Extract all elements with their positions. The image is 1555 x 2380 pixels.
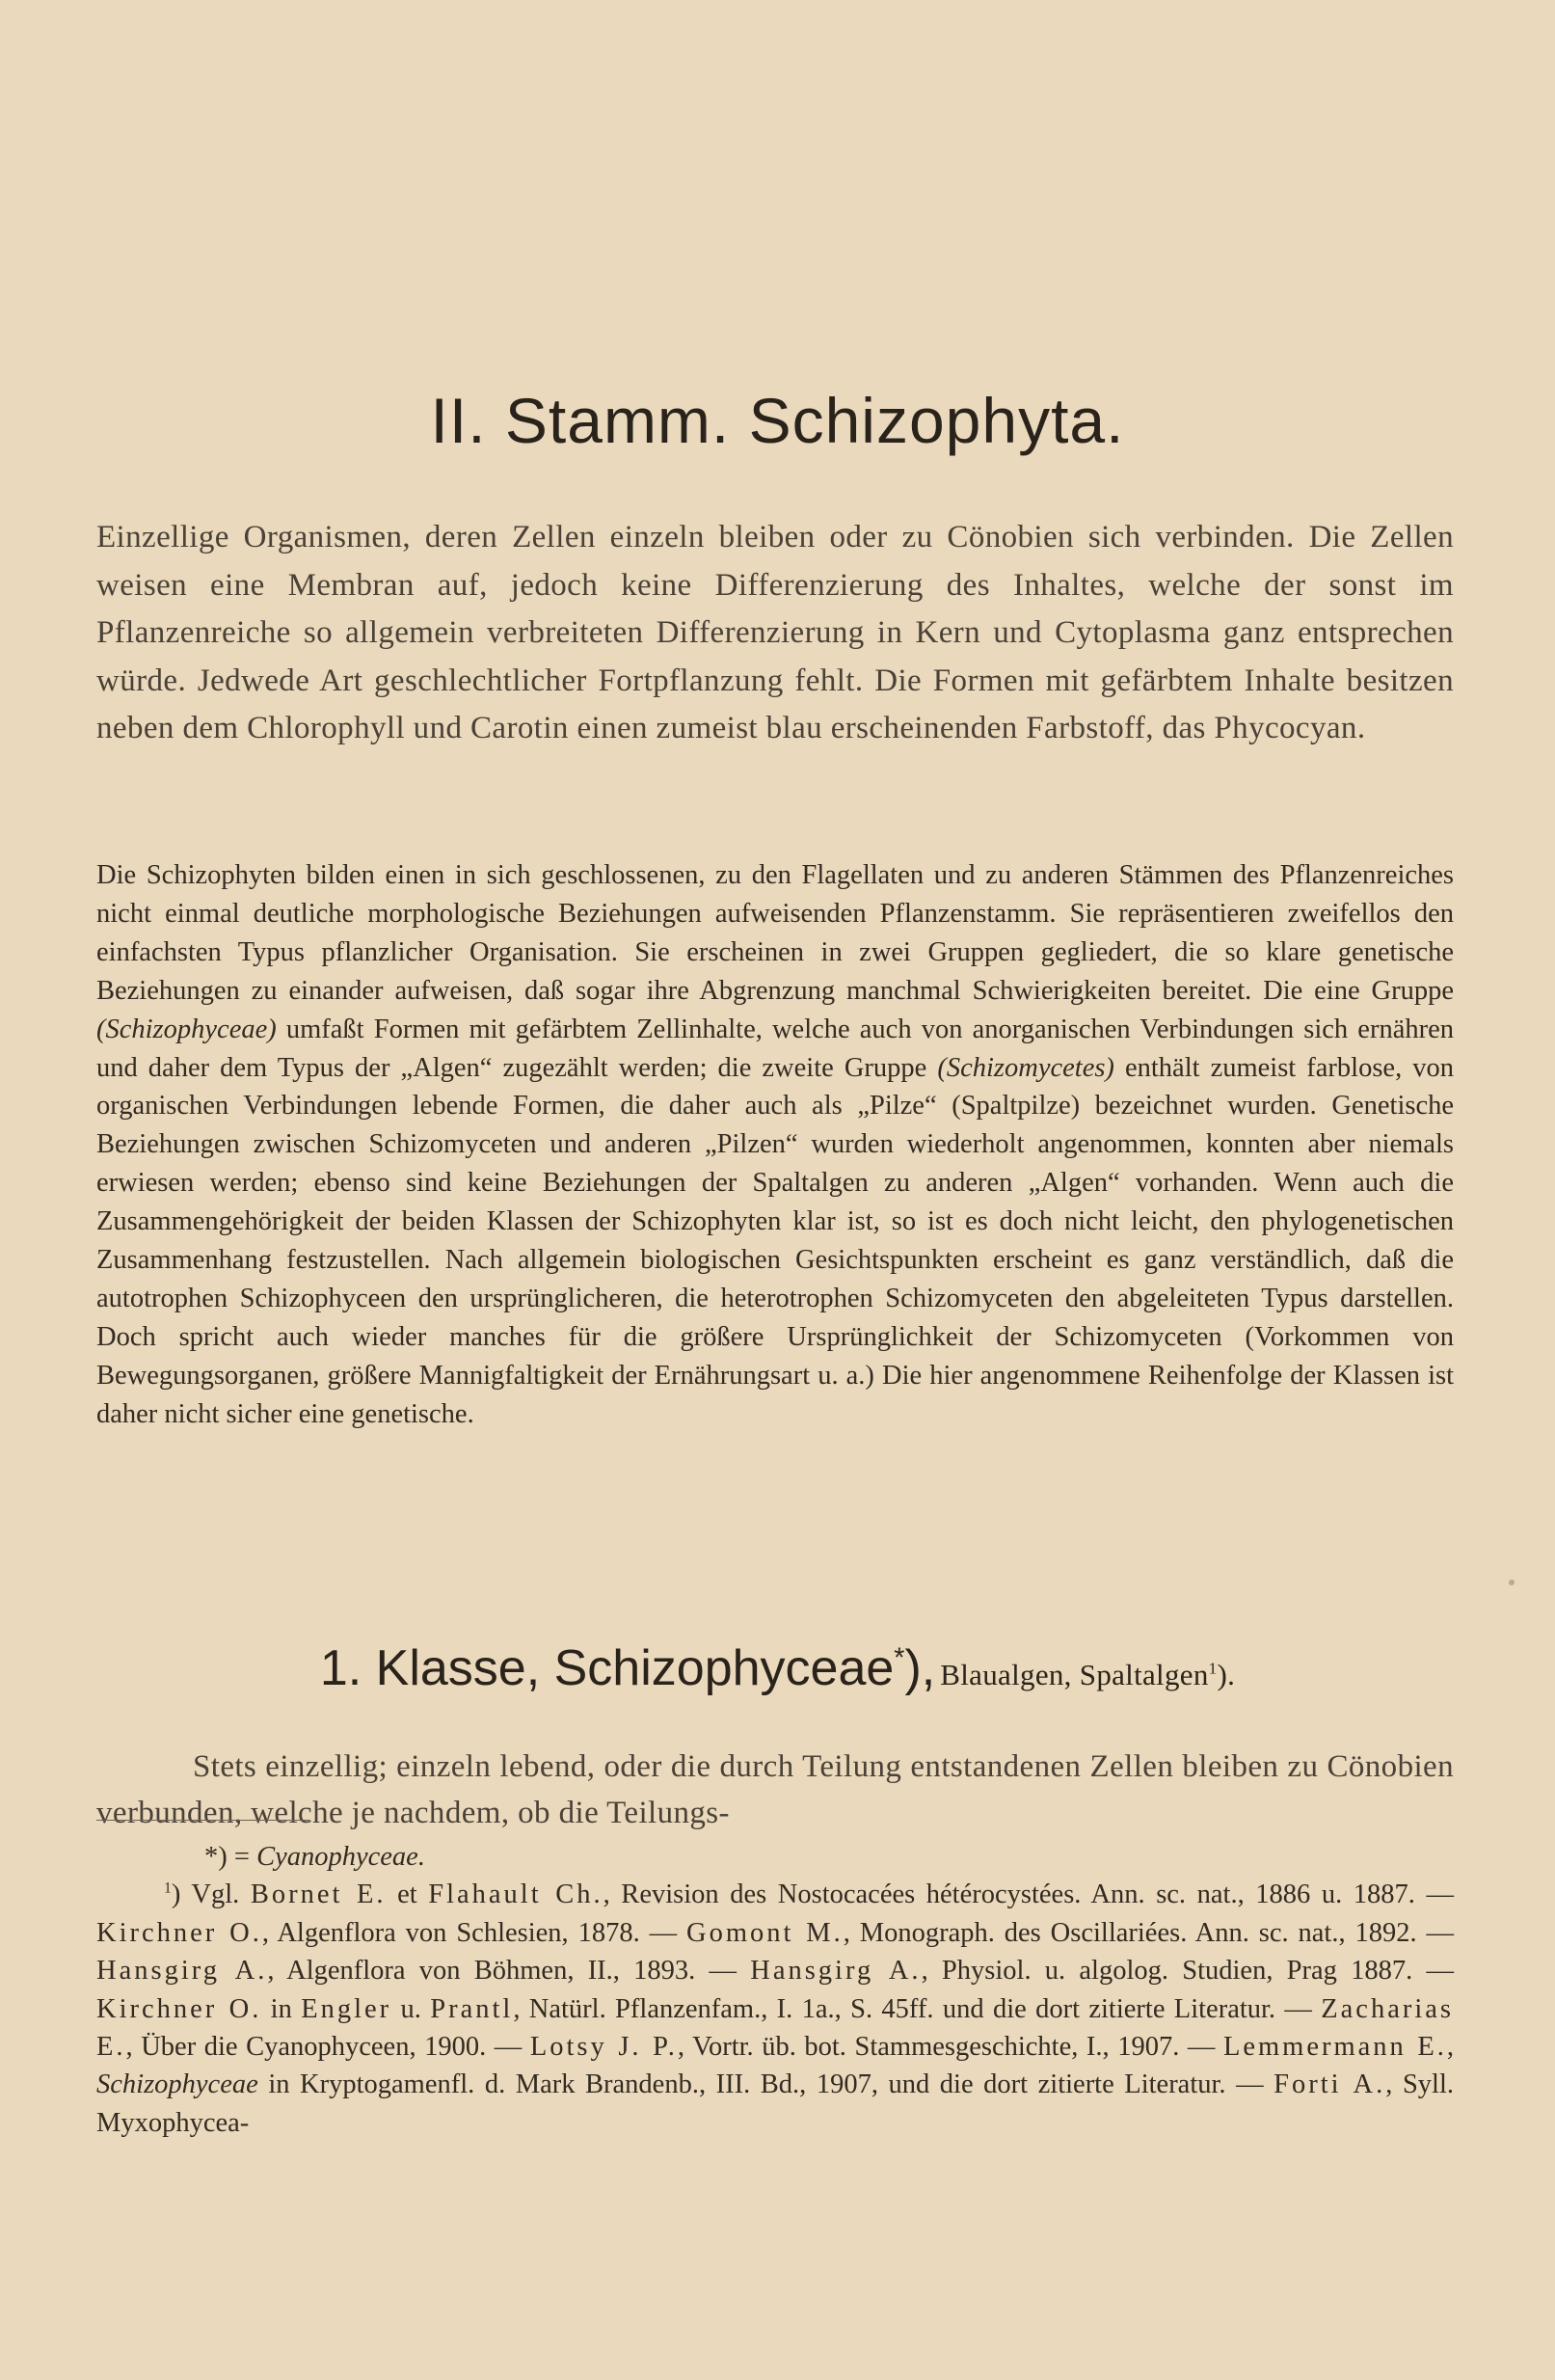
fn-text-10: , Über die Cyanophyceen, 1900. — (125, 2032, 530, 2063)
class-heading-name: 1. Klasse, Schizophyceae (319, 1640, 895, 1696)
author-forti: Forti A. (1273, 2069, 1386, 2100)
fn-text-9: , Natürl. Pflanzenfam., I. 1a., S. 45ff. und die dort zitierte Literatur. — (513, 1993, 1322, 2024)
footnote-star-close: ) = (218, 1842, 257, 1872)
fn-text-11: , Vortr. üb. bot. Stammesgeschichte, I., 1907. — (677, 2032, 1223, 2063)
footnotes (96, 1838, 1454, 2142)
class-heading-main (320, 1640, 935, 1696)
body-text-part-1: Die Schizophyten bilden einen in sich geschlossenen, zu den Flagellaten und zu anderen Stämmen des Pflanzenreiches nicht einmal deutliche morphologische Beziehungen aufweisenden Pflanzenstamm. Sie repräsentieren zweifellos den einfachsten Typus pflanzlicher Organisation. Sie erscheinen in zwei Gruppen gegliedert, die so klare genetische Beziehungen zu einander aufweisen, daß sogar ihre Abgrenzung manchmal Schwierigkeiten bereitet. Die eine Gruppe (96, 860, 1454, 1006)
intro-text: Einzellige Organismen, deren Zellen einzeln bleiben oder zu Cönobien sich verbinden. Die Zellen weisen eine Membran auf, jedoch keine Differenzierung des Inhaltes, welche der sonst im Pflanzenreiche so allgemein verbreiteten Differenzierung in Kern und Cytoplasma ganz entsprechen würde. Jedwede Art geschlechtlicher Fortpflanzung fehlt. Die Formen mit gefärbtem Inhalte besitzen neben dem Chlorophyll und Carotin einen zumeist blau erscheinenden Farbstoff, das Phycocyan. (96, 520, 1454, 745)
footnote-rule (96, 1820, 310, 1821)
footnote-star (96, 1838, 1454, 1876)
fn-text-7: in (261, 1993, 302, 2024)
author-bornet: Bornet E. (250, 1880, 387, 1910)
body-paragraph (96, 856, 1454, 1434)
author-prantl: Prantl (430, 1993, 514, 2024)
author-engler: Engler (301, 1993, 392, 2024)
fn-italic-schizophyceae: Schizophyceae (96, 2069, 258, 2100)
fn-text-2: , Revision des Nostocacées hétérocystées. Ann. sc. nat., 1886 u. 1887. — (603, 1880, 1454, 1910)
class-heading-common-names: Blaualgen, Spaltalgen (940, 1658, 1209, 1691)
class-heading-sub-close: ). (1217, 1658, 1236, 1691)
author-lemmermann: Lemmermann E. (1222, 2032, 1447, 2063)
author-hansgirg-1: Hansgirg A. (96, 1956, 268, 1987)
body-italic-schizophyceae: (Schizophyceae) (96, 1014, 277, 1044)
author-zacharias: Zacharias E. (96, 1993, 1455, 2063)
fn-text-12: , (1446, 2032, 1454, 2063)
footnote-one-mark: 1 (164, 1880, 172, 1897)
author-gomont: Gomont M. (685, 1917, 844, 1948)
page-title: II. Stamm. Schizophyta. (430, 385, 1125, 456)
footnote-one-close: ) Vgl. (171, 1880, 251, 1910)
class-heading-main-close: ), (904, 1640, 936, 1696)
paper-speck (1509, 1580, 1515, 1585)
fn-text-14: , Syll. Myxophycea- (96, 2069, 1455, 2138)
author-lotsy: Lotsy J. P. (529, 2032, 678, 2063)
body-italic-schizomycetes: (Schizomycetes) (937, 1052, 1114, 1083)
author-flahault: Flahault Ch. (428, 1880, 603, 1910)
fn-text-1: et (386, 1880, 429, 1910)
class-heading (0, 1639, 1555, 1697)
body-text-part-2: umfaßt Formen mit gefärbtem Zellinhalte, welche auch von anorganischen Verbindungen sich ernähren und daher dem Typus der „Algen“ zugezählt werden; die zweite Gruppe (96, 1014, 1454, 1083)
footnote-star-text: Cyanophyceae. (256, 1842, 425, 1872)
class-heading-sub (940, 1658, 1235, 1691)
class-text: Stets einzellig; einzeln lebend, oder die durch Teilung entstandenen Zellen bleiben zu Cönobien verbunden, welche je nachdem, ob die Teilungs- (96, 1749, 1454, 1830)
class-heading-footnote-mark[interactable]: * (894, 1642, 905, 1674)
fn-text-4: , Monograph. des Oscillariées. Ann. sc. nat., 1892. — (843, 1917, 1454, 1948)
author-kirchner-2: Kirchner O. (96, 1993, 262, 2024)
footnote-star-mark: * (204, 1842, 219, 1872)
fn-text-8: u. (391, 1993, 431, 2024)
body-text-part-3: enthält zumeist farblose, von organischen Verbindungen lebende Formen, die daher auch als „Pilze“ (Spaltpilze) bezeichnet wurden. Genetische Beziehungen zwischen Schizomyceten und anderen „Pilzen“ wurden wiederholt angenommen, konnten aber niemals erwiesen werden; ebenso sind keine Beziehungen der Spaltalgen zu anderen „Algen“ vorhanden. Wenn auch die Zusammengehörigkeit der beiden Klassen der Schizophyten klar ist, so ist es doch nicht leicht, den phylogenetischen Zusammenhang festzustellen. Nach allgemein biologischen Gesichtspunkten erscheint es ganz verständlich, daß die autotrophen Schizophyceen den ursprünglicheren, die heterotrophen Schizomyceten den abgeleiteten Typus darstellen. Doch spricht auch wieder manches für die größere Ursprünglichkeit der Schizomyceten (Vorkommen von Bewegungsorganen, größere Mannigfaltigkeit der Ernährungsart u. a.) Die hier angenommene Reihenfolge der Klassen ist daher nicht sicher eine genetische. (96, 1052, 1454, 1429)
footnote-one (96, 1876, 1454, 2142)
author-hansgirg-2: Hansgirg A. (750, 1956, 922, 1987)
intro-paragraph (96, 514, 1454, 753)
body-text (96, 856, 1454, 1434)
fn-text-5: , Algenflora von Böhmen, II., 1893. — (267, 1956, 751, 1987)
fn-text-3: , Algenflora von Schlesien, 1878. — (261, 1917, 686, 1948)
fn-text-13: in Kryptogamenfl. d. Mark Brandenb., III. Bd., 1907, und die dort zitierte Literatur. — (257, 2069, 1274, 2100)
class-heading-sub-footnote-mark[interactable]: 1 (1208, 1659, 1218, 1678)
fn-text-6: , Physiol. u. algolog. Studien, Prag 1887. — (921, 1956, 1454, 1987)
author-kirchner: Kirchner O. (96, 1917, 262, 1948)
